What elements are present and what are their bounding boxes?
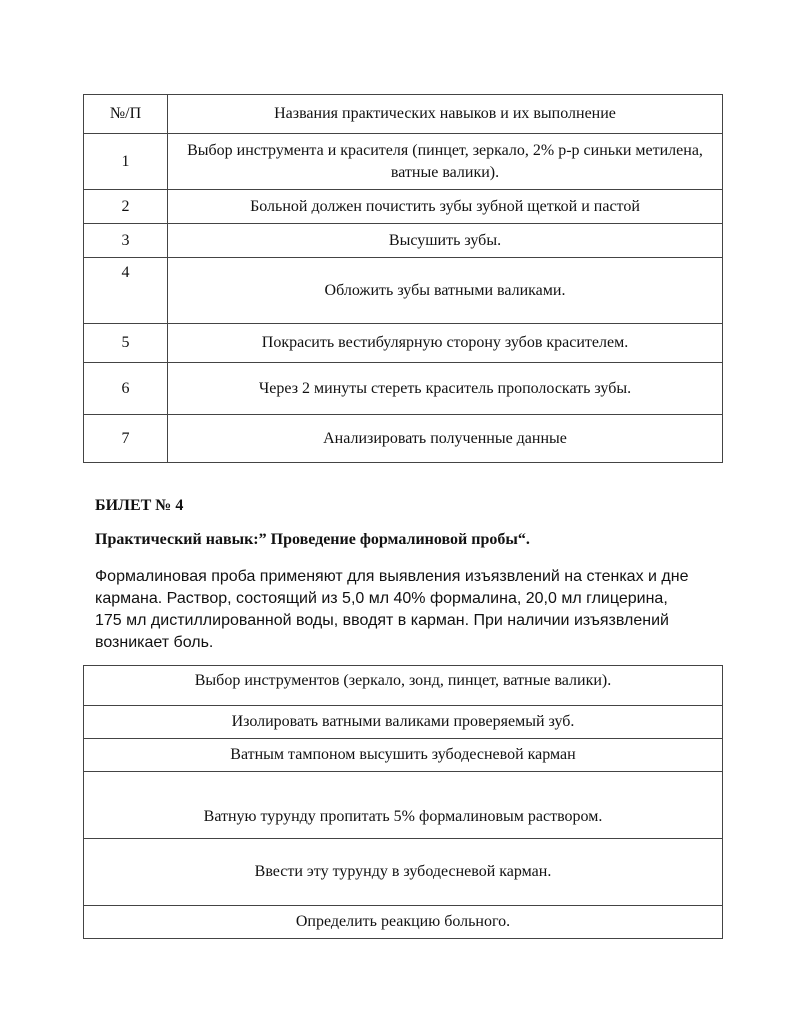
row-text: Ватную турунду пропитать 5% формалиновым раствором. [84, 772, 723, 839]
header-title: Названия практических навыков и их выполнение [168, 95, 723, 134]
row-num: 1 [84, 134, 168, 190]
row-text: Больной должен почистить зубы зубной щеткой и пастой [168, 190, 723, 224]
row-text: Через 2 минуты стереть краситель прополоскать зубы. [168, 363, 723, 415]
row-text: Изолировать ватными валиками проверяемый зуб. [84, 706, 723, 739]
table-row [84, 258, 723, 324]
row-num: 6 [84, 363, 168, 415]
row-text: Ватным тампоном высушить зубодесневой карман [84, 739, 723, 772]
row-text: Ввести эту турунду в зубодесневой карман. [84, 839, 723, 906]
table-row [84, 706, 723, 739]
row-text: Обложить зубы ватными валиками. [168, 258, 723, 324]
row-num: 2 [84, 190, 168, 224]
table-row [84, 324, 723, 363]
row-text: Определить реакцию больного. [84, 906, 723, 939]
skill-title: Практический навык:” Проведение формалиновой пробы“. [95, 531, 530, 548]
table-row [84, 224, 723, 258]
table-row [84, 839, 723, 906]
table-row [84, 906, 723, 939]
table-row [84, 415, 723, 463]
row-text: Выбор инструментов (зеркало, зонд, пинцет, ватные валики). [84, 666, 723, 706]
row-text: Высушить зубы. [168, 224, 723, 258]
ticket-title: БИЛЕТ № 4 [95, 497, 184, 514]
table-row [84, 772, 723, 839]
table-row [84, 134, 723, 190]
row-num: 7 [84, 415, 168, 463]
skill-description: Формалиновая проба применяют для выявления изъязвлений на стенках и дне кармана. Раствор, состоящий из 5,0 мл 40% формалина, 20,0 мл глицерина, 175 мл дистиллированной воды, вводят в карман. При наличии изъязвлений возникает боль. [95, 568, 689, 651]
table-row [84, 363, 723, 415]
row-text: Покрасить вестибулярную сторону зубов красителем. [168, 324, 723, 363]
row-text: Выбор инструмента и красителя (пинцет, зеркало, 2% р-р синьки метилена, ватные валики). [168, 134, 723, 190]
table-header-row [84, 95, 723, 134]
skills-table-1 [83, 94, 723, 463]
row-text: Анализировать полученные данные [168, 415, 723, 463]
row-num: 5 [84, 324, 168, 363]
skills-table-2 [83, 665, 723, 939]
row-num: 3 [84, 224, 168, 258]
row-num: 4 [84, 258, 168, 324]
header-num: №/П [84, 95, 168, 134]
table-row [84, 739, 723, 772]
table-row [84, 190, 723, 224]
table-row [84, 666, 723, 706]
